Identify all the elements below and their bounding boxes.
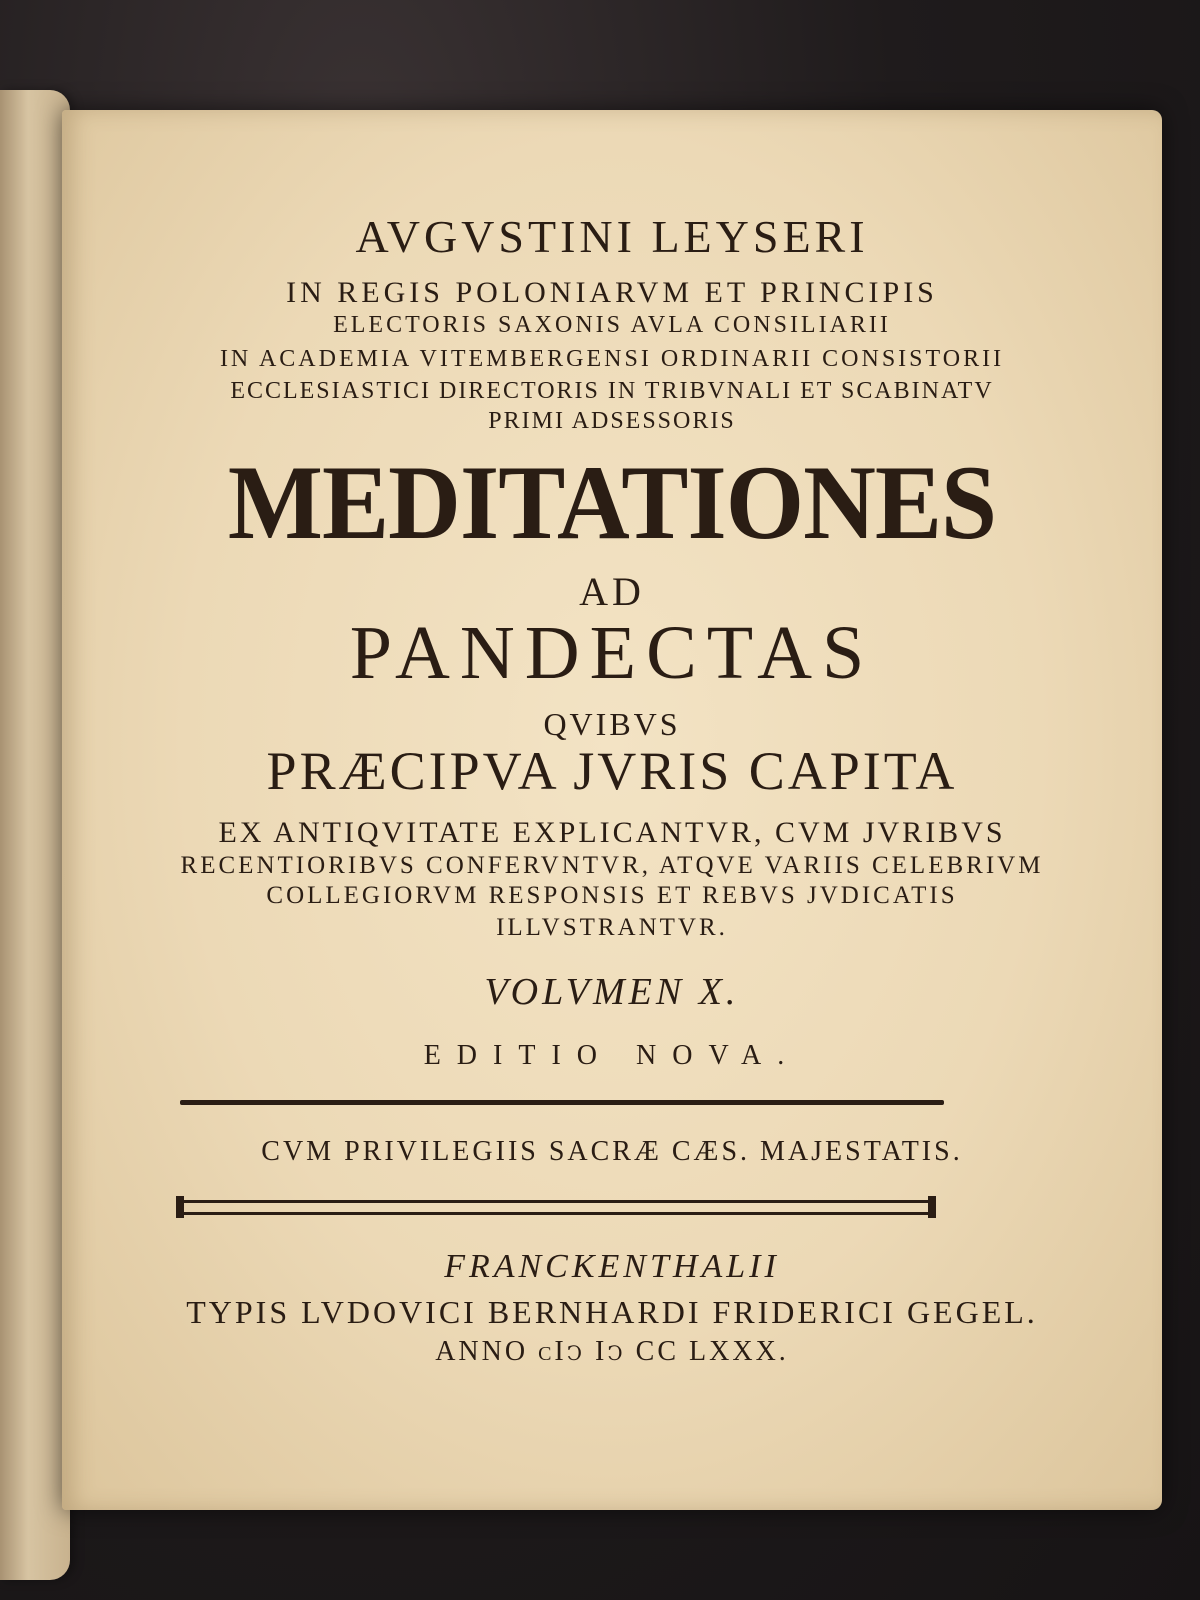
double-rule-bottom xyxy=(178,1212,932,1215)
explanation-line-3: COLLEGIORVM RESPONSIS ET REBVS JVDICATIS xyxy=(266,882,958,909)
title-page xyxy=(62,110,1162,1510)
quibus-line: QVIBVS xyxy=(543,706,681,742)
explanation-line-4: ILLVSTRANTVR. xyxy=(496,914,728,941)
title-page-content xyxy=(62,110,1162,1510)
praecipua-line: PRÆCIPVA JVRIS CAPITA xyxy=(266,741,958,801)
explanation-line-2: RECENTIORIBVS CONFERVNTVR, ATQVE VARIIS CELEBRIVM xyxy=(180,852,1044,879)
connector-word: AD xyxy=(579,569,645,614)
year-line: ANNO cIↄ Iↄ CC LXXX. xyxy=(435,1336,789,1367)
subtitle-line-2: ELECTORIS SAXONIS AVLA CONSILIARII xyxy=(333,312,891,338)
double-rule-right-cap xyxy=(928,1196,936,1218)
privilege-line: CVM PRIVILEGIIS SACRÆ CÆS. MAJESTATIS. xyxy=(261,1136,963,1167)
author-name: AVGVSTINI LEYSERI xyxy=(355,211,869,262)
printer-line: TYPIS LVDOVICI BERNHARDI FRIDERICI GEGEL. xyxy=(186,1294,1038,1330)
subtitle-line-3: IN ACADEMIA VITEMBERGENSI ORDINARII CONSISTORII xyxy=(219,346,1005,372)
place-of-printing: FRANCKENTHALII xyxy=(444,1248,780,1285)
left-page-edge xyxy=(0,90,70,1580)
subtitle-line-4: ECCLESIASTICI DIRECTORIS IN TRIBVNALI ET SCABINATV xyxy=(230,378,994,404)
second-title: PANDECTAS xyxy=(349,611,875,695)
thick-rule xyxy=(180,1100,944,1105)
volume-label: VOLVMEN X. xyxy=(484,971,740,1013)
double-rule-top xyxy=(178,1200,932,1203)
main-title: MEDITATIONES xyxy=(227,444,997,561)
explanation-line-1: EX ANTIQVITATE EXPLICANTVR, CVM JVRIBVS xyxy=(218,816,1006,849)
edition-label: EDITIO NOVA. xyxy=(423,1040,801,1071)
subtitle-line-1: IN REGIS POLONIARVM ET PRINCIPIS xyxy=(286,276,938,309)
subtitle-line-5: PRIMI ADSESSORIS xyxy=(488,408,736,434)
